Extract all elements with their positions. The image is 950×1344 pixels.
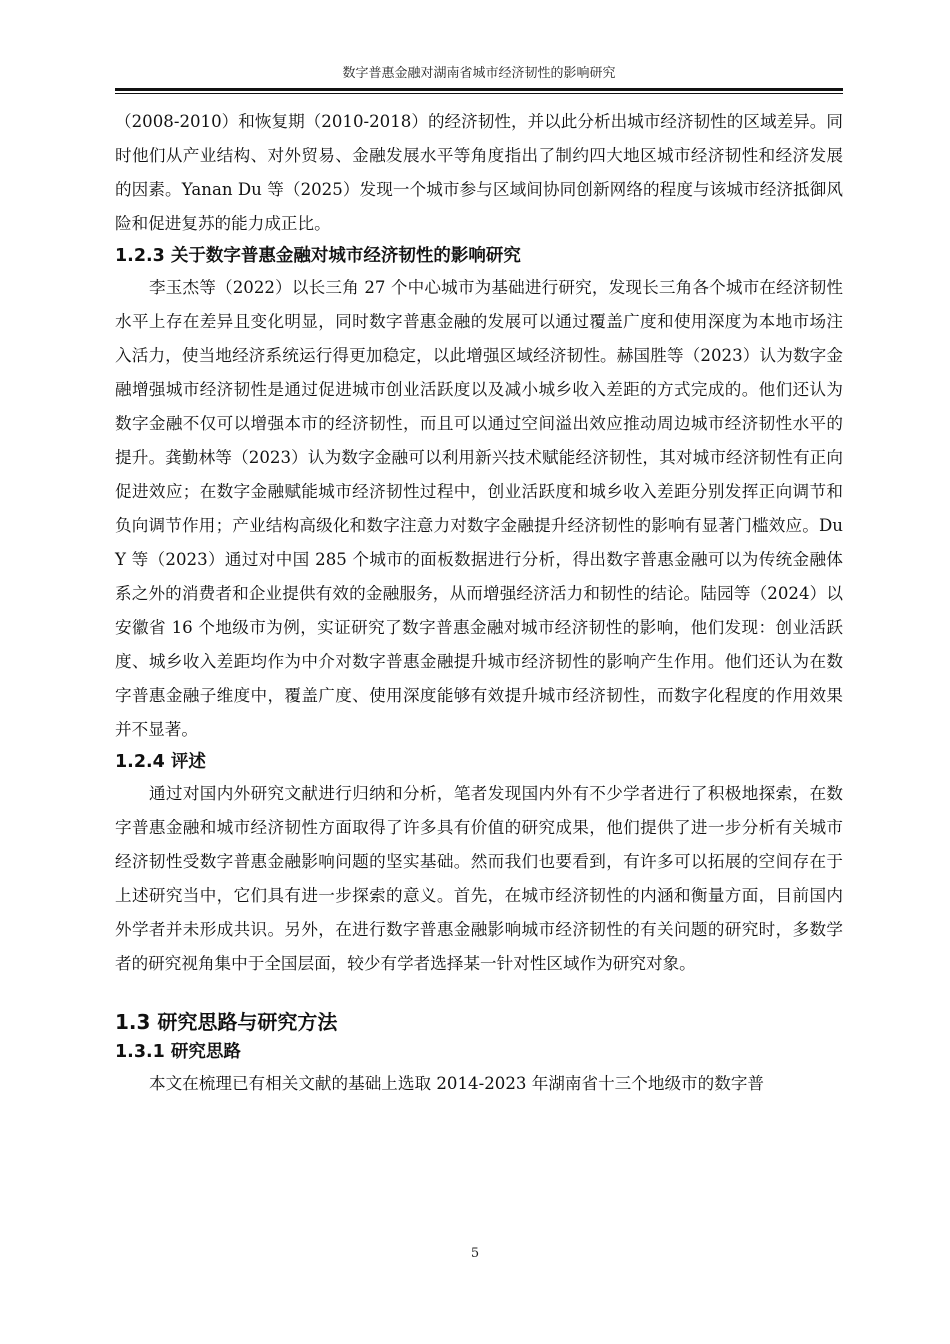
paragraph-1-2-4: 通过对国内外研究文献进行归纳和分析，笔者发现国内外有不少学者进行了积极地探索，在数字普惠金融和城市经济韧性方面取得了许多具有价值的研究成果，他们提供了进一步分析有关城市经济韧性受数字普惠金融影响问题的坚实基础。然而我们也要看到，有许多可以拓展的空间存在于上述研究当中，它们具有进一步探索的意义。首先，在城市经济韧性的内涵和衡量方面，目前国内外学者并未形成共识。另外，在进行数字普惠金融影响城市经济韧性的有关问题的研究时，多数学者的研究视角集中于全国层面，较少有学者选择某一针对性区域作为研究对象。 [115, 784, 843, 973]
main-content [115, 105, 843, 1101]
header-rule-thin [115, 93, 843, 94]
page-number: 5 [470, 1246, 480, 1261]
heading-1-3-1: 1.3.1 研究思路 [115, 1042, 241, 1062]
heading-1-3: 1.3 研究思路与研究方法 [115, 1010, 338, 1034]
paragraph-1-3-1: 本文在梳理已有相关文献的基础上选取 2014-2023 年湖南省十三个地级市的数字普 [149, 1074, 765, 1093]
heading-1-2-3: 1.2.3 关于数字普惠金融对城市经济韧性的影响研究 [115, 246, 521, 266]
section-spacer [115, 981, 843, 1007]
heading-1-2-4: 1.2.4 评述 [115, 752, 206, 772]
paragraph-1-2-3: 李玉杰等（2022）以长三角 27 个中心城市为基础进行研究，发现长三角各个城市在经济韧性水平上存在差异且变化明显，同时数字普惠金融的发展可以通过覆盖广度和使用深度为本地市场注入活力，使当地经济系统运行得更加稳定，以此增强区域经济韧性。赫国胜等（2023）认为数字金融增强城市经济韧性是通过促进城市创业活跃度以及减小城乡收入差距的方式完成的。他们还认为数字金融不仅可以增强本市的经济韧性，而且可以通过空间溢出效应推动周边城市经济韧性水平的提升。龚勤林等（2023）认为数字金融可以利用新兴技术赋能经济韧性，其对城市经济韧性有正向促进效应；在数字金融赋能城市经济韧性过程中，创业活跃度和城乡收入差距分别发挥正向调节和负向调节作用；产业结构高级化和数字注意力对数字金融提升经济韧性的影响有显著门槛效应。Du Y 等（2023）通过对中国 285 个城市的面板数据进行分析，得出数字普惠金融可以为传统金融体系之外的消费者和企业提供有效的金融服务，从而增强经济活力和韧性的结论。陆园等（2024）以安徽省 16 个地级市为例，实证研究了数字普惠金融对城市经济韧性的影响，他们发现：创业活跃度、城乡收入差距均作为中介对数字普惠金融提升城市经济韧性的影响产生作用。他们还认为在数字普惠金融子维度中，覆盖广度、使用深度能够有效提升城市经济韧性，而数字化程度的作用效果并不显著。 [115, 278, 843, 739]
paragraph-continued: （2008-2010）和恢复期（2010-2018）的经济韧性，并以此分析出城市经济韧性的区域差异。同时他们从产业结构、对外贸易、金融发展水平等角度指出了制约四大地区城市经济韧性和经济发展的因素。Yanan Du 等（2025）发现一个城市参与区域间协同创新网络的程度与该城市经济抵御风险和促进复苏的能力成正比。 [115, 112, 843, 233]
running-header: 数字普惠金融对湖南省城市经济韧性的影响研究 [342, 66, 616, 81]
header-rule [115, 88, 843, 91]
